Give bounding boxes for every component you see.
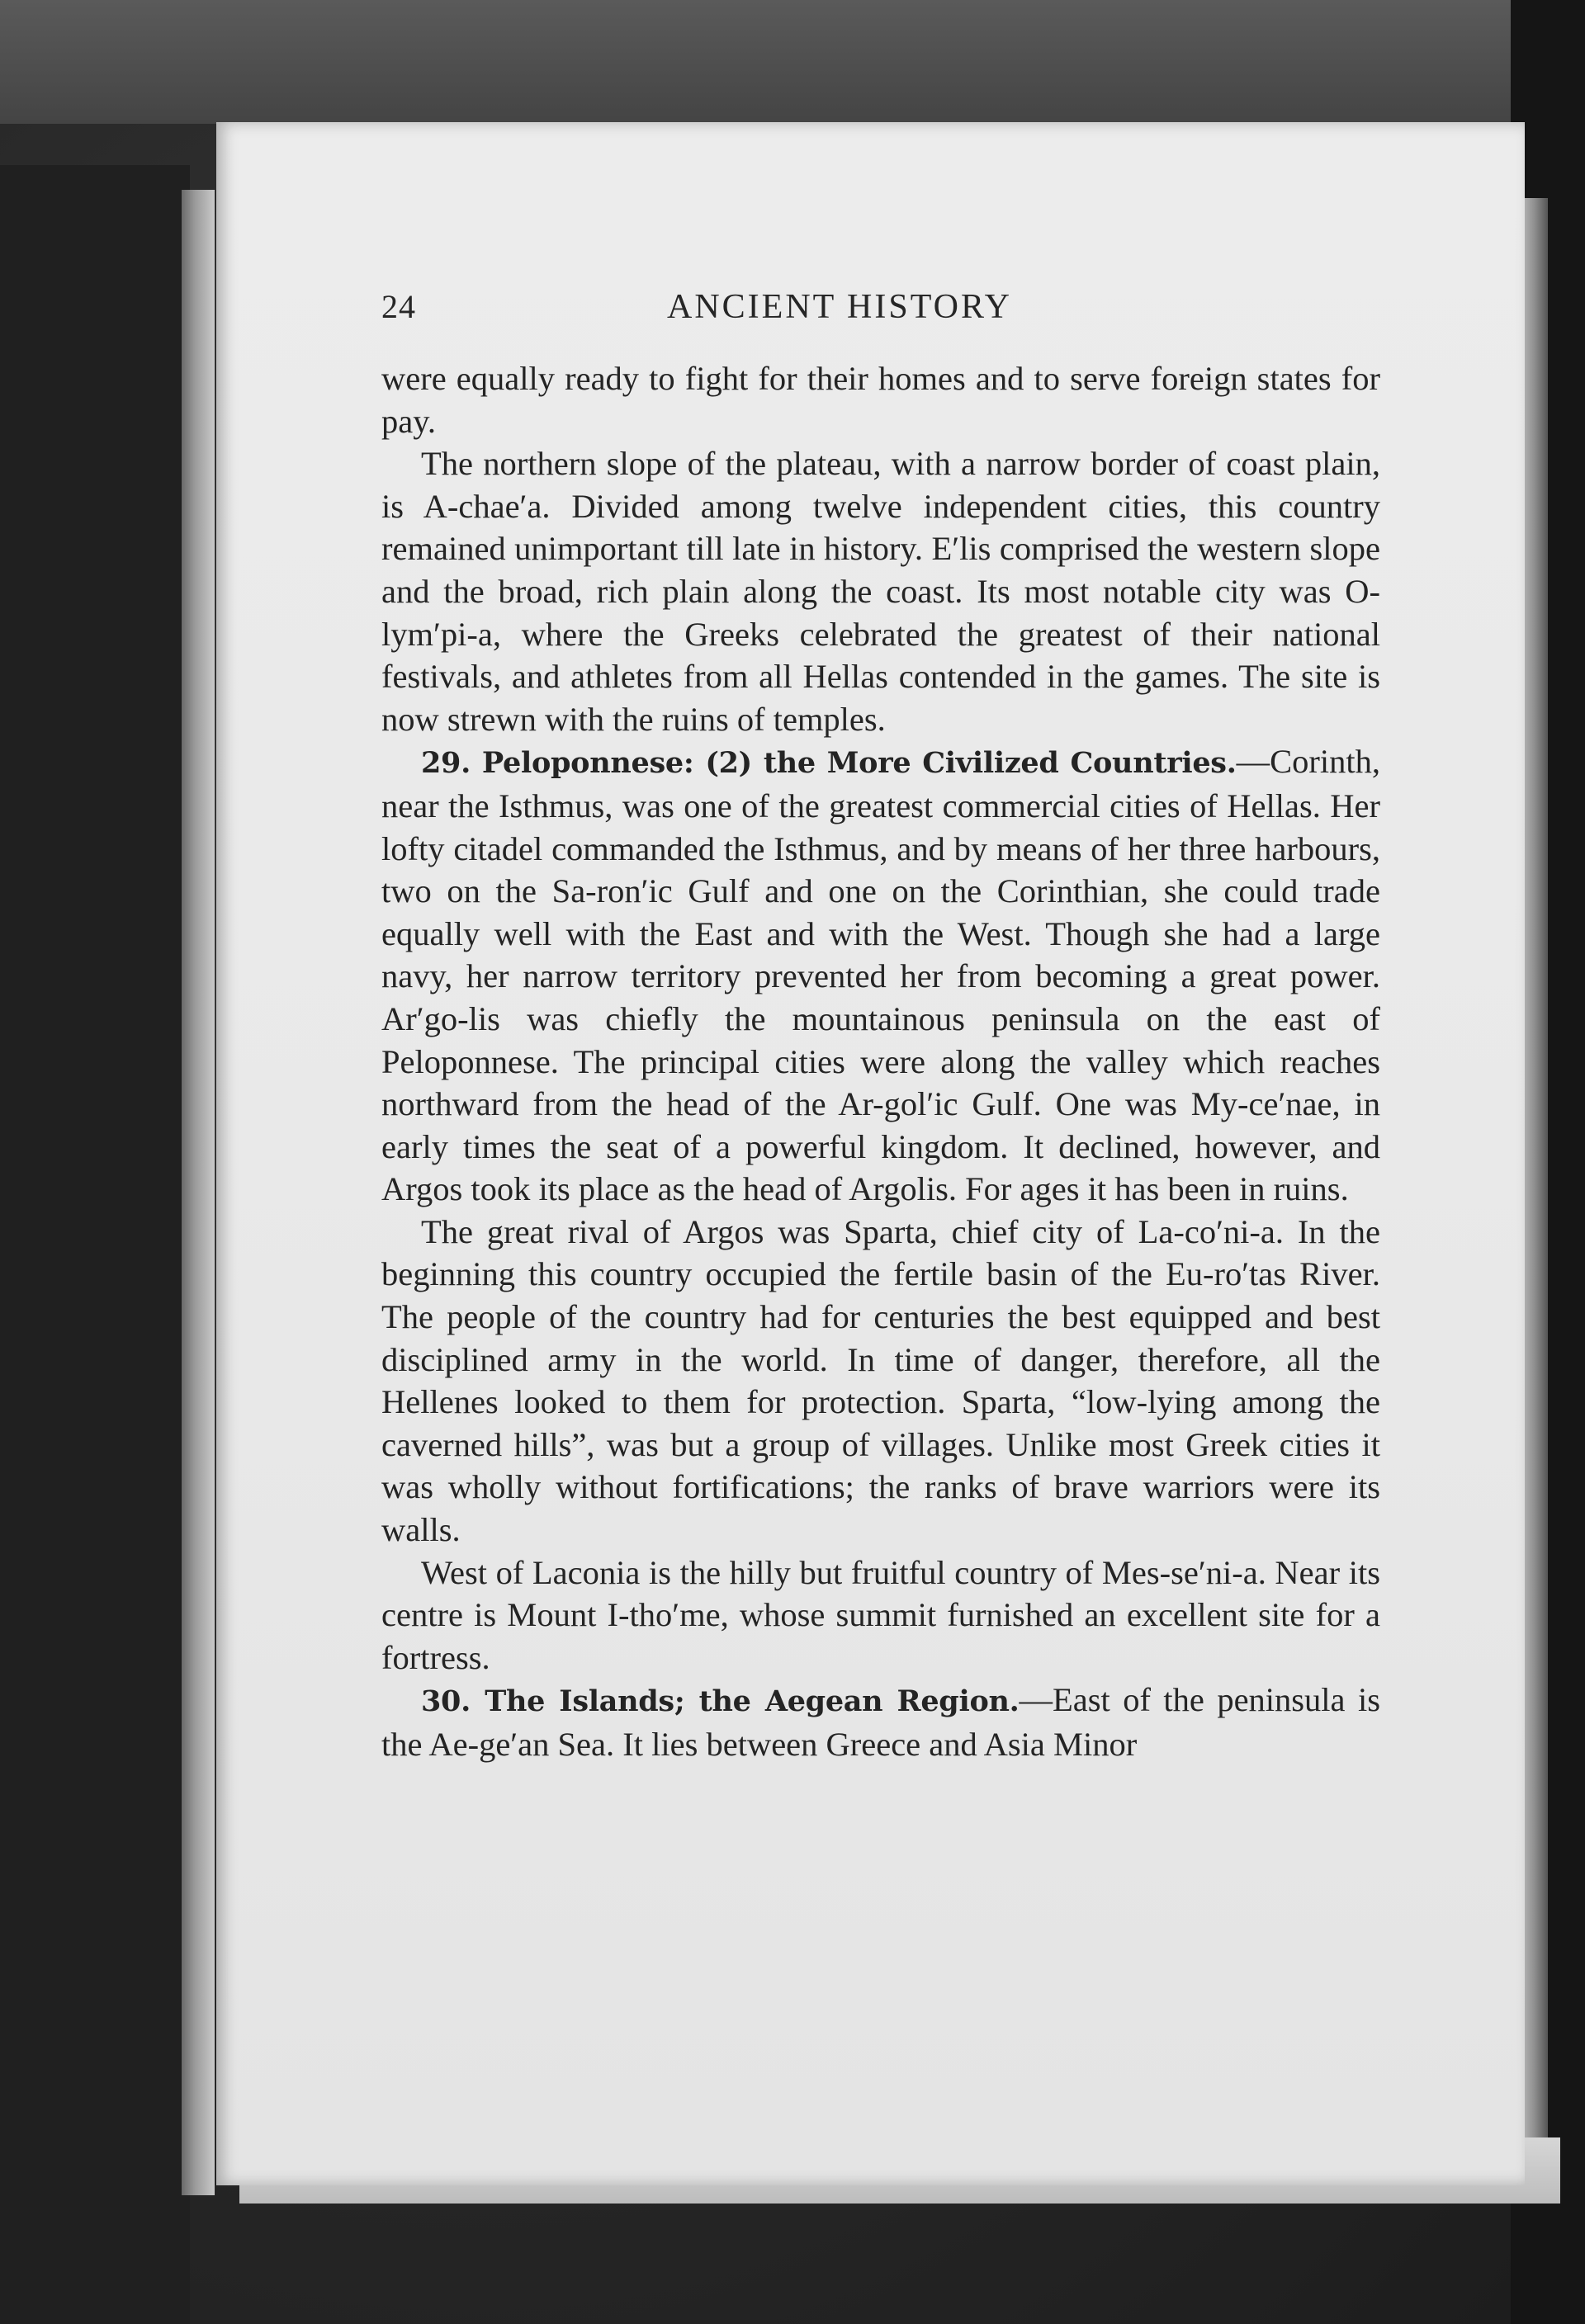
book-page <box>216 122 1525 2185</box>
paragraph-text: The northern slope of the plateau, with a narrow border of coast plain, is A-chae′a. Divided among twelve independent cities, this country remained unimportant till late in history. E′lis comprised the western slope and the broad, rich plain along the coast. Its most notable city was O-lym′pi-a, where the Greeks celebrated the greatest of their national festivals, and athletes from all Hellas contended in the games. The site is now strewn with the ruins of temples. <box>381 445 1380 738</box>
scan-top-strip <box>0 0 1585 124</box>
page-header <box>381 287 1298 337</box>
book-cover-edge-left <box>182 190 215 2195</box>
paragraph-sparta <box>381 1211 1380 1552</box>
scan-left-margin <box>0 165 190 2324</box>
paragraph-text: —Corinth, near the Isthmus, was one of the greatest commercial cities of Hellas. Her lofty citadel commanded the Isthmus, and by means of her three harbours, two on the Sa-ron′ic Gulf and one on the Corinthian, she could trade equally well with the East and with the West. Though she had a large navy, her narrow territory prevented her from becoming a great power. Ar′go-lis was chiefly the mountainous peninsula on the east of Peloponnese. The principal cities were along the valley which reaches northward from the head of the Ar-gol′ic Gulf. One was My-ce′nae, in early times the seat of a powerful kingdom. It declined, however, and Argos took its place as the head of Argolis. For ages it has been in ruins. <box>381 743 1380 1208</box>
paragraph-text: The great rival of Argos was Sparta, chief city of La-co′ni-a. In the beginning this country occupied the fertile basin of the Eu-ro′tas River. The people of the country had for centuries the best equipped and best disciplined army in the world. In time of danger, therefore, all the Hellenes looked to them for protection. Sparta, “low-lying among the caverned hills”, was but a group of villages. Unlike most Greek cities it was wholly without fortifications; the ranks of brave warriors were its walls. <box>381 1212 1380 1549</box>
section-heading-30: 30. The Islands; the Aegean Region. <box>421 1684 1020 1719</box>
page-number: 24 <box>381 288 416 325</box>
paragraph-section-29 <box>381 740 1380 1211</box>
paragraph-continuation <box>381 357 1380 442</box>
paragraph-achaea-elis <box>381 442 1380 740</box>
page-body <box>381 357 1380 1766</box>
paragraph-section-30 <box>381 1679 1380 1765</box>
paragraph-text: West of Laconia is the hilly but fruitful country of Mes-se′ni-a. Near its centre is Mount I-tho′me, whose summit furnished an excellent site for a fortress. <box>381 1553 1380 1676</box>
running-title: ANCIENT HISTORY <box>667 288 1012 326</box>
section-heading-29: 29. Peloponnese: (2) the More Civilized Countries. <box>421 746 1237 781</box>
paragraph-text: were equally ready to fight for their homes and to serve foreign states for pay. <box>381 360 1380 440</box>
paragraph-messenia <box>381 1552 1380 1679</box>
paragraph-text: —East of the peninsula is the Ae-ge′an Sea. It lies between Greece and Asia Minor <box>381 1681 1380 1763</box>
